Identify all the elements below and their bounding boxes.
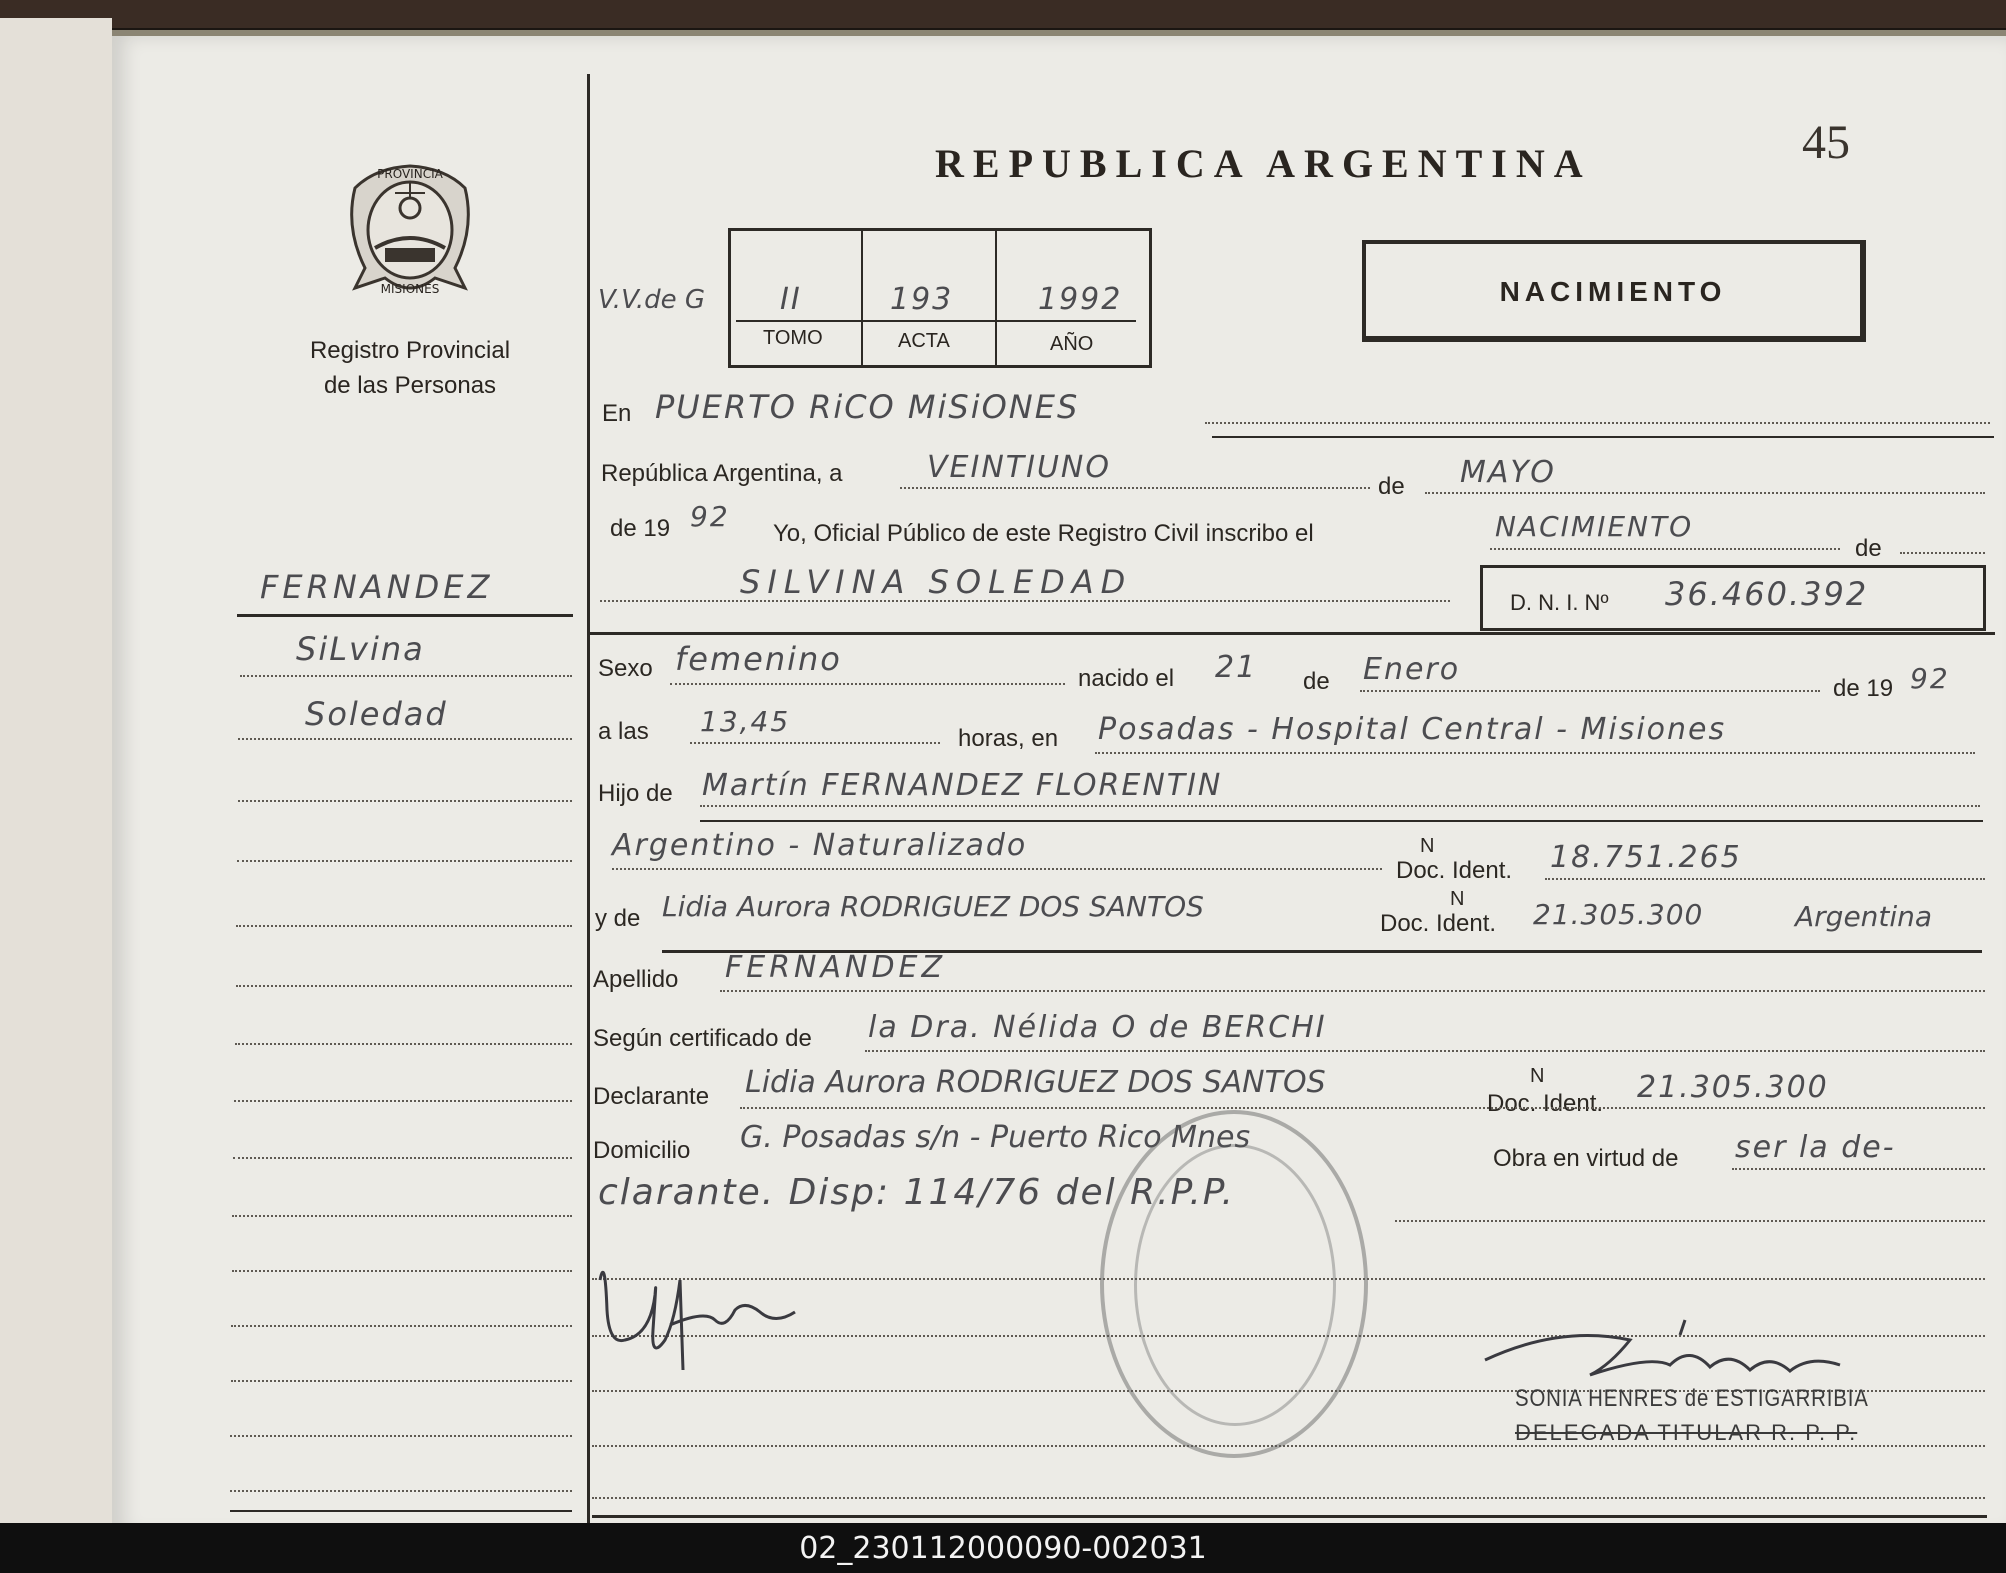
year-suffix: 92 (690, 500, 730, 533)
dotted-line (865, 1050, 1985, 1052)
previous-page-edge (0, 18, 112, 1528)
record-type: NACIMIENTO (1499, 276, 1727, 307)
anio-label: AÑO (1050, 333, 1094, 355)
dotted-line (592, 1497, 1985, 1499)
margin-dotted-line (236, 985, 572, 987)
tomo-label: TOMO (763, 327, 823, 349)
margin-dotted-line (233, 1157, 572, 1159)
official-signature (1480, 1315, 1860, 1395)
horas-label: horas, en (958, 725, 1059, 752)
register-divider (861, 231, 863, 365)
month-value: MAYO (1460, 455, 1556, 490)
anio-value: 1992 (1038, 282, 1123, 317)
dotted-line (1545, 878, 1985, 880)
dotted-line (1395, 1220, 1985, 1222)
certificado-value: la Dra. Nélida O de BERCHI (868, 1010, 1327, 1045)
form-rule (700, 820, 1983, 822)
father-name: Martín FERNANDEZ FLORENTIN (702, 768, 1223, 803)
father-nationality: Argentino - Naturalizado (612, 828, 1028, 863)
margin-dotted-line (230, 1435, 572, 1437)
birth-month: Enero (1363, 652, 1461, 687)
mother-doc-n: N (1450, 888, 1465, 910)
margin-second-name: Soledad (305, 695, 448, 733)
margin-bottom-rule (230, 1510, 572, 1512)
child-name: SILVINA SOLEDAD (740, 563, 1133, 601)
page-number: 45 (1802, 116, 1850, 169)
margin-dotted-line (231, 1380, 572, 1382)
registry-name (275, 333, 545, 403)
hijo-label: Hijo de (598, 780, 673, 807)
yde-label: y de (595, 905, 641, 932)
apellido-value: FERNANDEZ (725, 950, 947, 985)
margin-dotted-line (232, 1215, 572, 1217)
official-name: SONIA HENRES de ESTIGARRIBIA (1515, 1385, 1869, 1412)
seal-top-text: PROVINCIA (377, 167, 443, 181)
margin-dotted-line (234, 1100, 572, 1102)
dotted-line (690, 742, 940, 744)
official-stamp-icon (1100, 1110, 1368, 1458)
dotted-line (612, 868, 1382, 870)
dotted-line (1900, 552, 1985, 554)
province-seal-icon (335, 148, 485, 306)
seal-bottom-text: MISIONES (380, 282, 440, 296)
sexo-label: Sexo (598, 655, 653, 682)
dotted-line (600, 600, 1450, 602)
domicilio-value: G. Posadas s/n - Puerto Rico Mnes (740, 1120, 1251, 1155)
margin-surname: FERNANDEZ (260, 568, 494, 606)
declarante-doc-n: N (1530, 1065, 1545, 1087)
footer-bar (0, 1523, 2006, 1573)
margin-first-name: SiLvina (296, 630, 425, 668)
birth-de19-label: de 19 (1833, 675, 1894, 702)
father-doc-n: N (1420, 835, 1435, 857)
margin-divider (587, 74, 590, 1524)
dotted-line (700, 805, 1980, 807)
dotted-line (740, 1107, 1985, 1109)
margin-dotted-line (232, 1270, 572, 1272)
declarante-doc: 21.305.300 (1637, 1070, 1829, 1105)
acta-value: 193 (890, 282, 954, 317)
form-rule (1212, 436, 1994, 438)
book-top-edge (0, 0, 2006, 28)
margin-note: V.V.de G (598, 285, 706, 315)
certificado-label: Según certificado de (593, 1025, 812, 1052)
dotted-line (1490, 548, 1840, 550)
de-label-3: de (1303, 668, 1330, 695)
record-type-box (1362, 240, 1866, 342)
yo-text: Yo, Oficial Público de este Registro Civil inscribo el (773, 520, 1314, 547)
dni-label: D. N. I. Nº (1510, 590, 1609, 615)
mother-nationality: Argentina (1795, 900, 1933, 933)
mother-doc-label: Doc. Ident. (1380, 910, 1497, 937)
de-label: de (1378, 473, 1405, 500)
obra-value: ser la de- (1735, 1130, 1896, 1165)
dotted-line (1205, 422, 1990, 424)
time-value: 13,45 (700, 705, 791, 738)
declarante-label: Declarante (593, 1083, 710, 1110)
dotted-line (720, 990, 1985, 992)
register-divider (995, 231, 997, 365)
domicilio-label: Domicilio (593, 1137, 691, 1164)
birth-day: 21 (1215, 650, 1258, 685)
margin-dotted-line (230, 1490, 572, 1492)
margin-rule (237, 614, 573, 617)
dotted-line (1425, 492, 1985, 494)
margin-dotted-line (238, 738, 572, 740)
country-title: REPUBLICA ARGENTINA (935, 141, 1592, 186)
form-rule (590, 632, 1995, 635)
form-bottom-rule (592, 1515, 1987, 1518)
register-rule (736, 320, 1136, 322)
dni-value: 36.460.392 (1665, 575, 1869, 613)
obra-continuation: clarante. Disp: 114/76 del R.P.P. (598, 1172, 1235, 1213)
margin-dotted-line (235, 1043, 572, 1045)
declarant-signature (595, 1250, 805, 1380)
image-id: 02_230112000090-002031 (799, 1531, 1207, 1566)
official-title: DELEGADA TITULAR R. P. P. (1515, 1420, 1858, 1445)
place-value: PUERTO RiCO MiSiONES (655, 388, 1080, 426)
a-las-label: a las (598, 718, 649, 745)
father-doc-label: Doc. Ident. (1396, 857, 1513, 884)
margin-dotted-line (237, 860, 572, 862)
de-label-2: de (1855, 535, 1882, 562)
mother-name: Lidia Aurora RODRIGUEZ DOS SANTOS (662, 890, 1204, 923)
dotted-line (1732, 1168, 1985, 1170)
declarante-value: Lidia Aurora RODRIGUEZ DOS SANTOS (745, 1065, 1326, 1100)
de19-label: de 19 (610, 515, 671, 542)
acta-label: ACTA (898, 330, 950, 352)
birth-place: Posadas - Hospital Central - Misiones (1098, 712, 1727, 747)
margin-dotted-line (240, 675, 572, 677)
republica-label: República Argentina, a (601, 460, 843, 487)
registry-line-1: Registro Provincial (309, 337, 511, 364)
registry-line-2: de las Personas (323, 372, 497, 399)
nacido-label: nacido el (1078, 665, 1175, 692)
act-value: NACIMIENTO (1495, 510, 1694, 543)
declarante-doc-label: Doc. Ident. (1487, 1090, 1604, 1117)
mother-doc: 21.305.300 (1533, 898, 1704, 931)
sexo-value: femenino (675, 640, 842, 678)
tomo-value: II (780, 282, 802, 317)
dotted-line (1360, 690, 1820, 692)
dotted-line (670, 683, 1065, 685)
obra-label: Obra en virtud de (1493, 1145, 1679, 1172)
day-written: VEINTIUNO (927, 450, 1111, 485)
father-doc: 18.751.265 (1550, 840, 1742, 875)
margin-dotted-line (231, 1325, 572, 1327)
dotted-line (900, 487, 1370, 489)
en-label: En (602, 400, 632, 427)
birth-year-suffix: 92 (1910, 662, 1950, 695)
margin-dotted-line (238, 800, 572, 802)
dotted-line (1095, 752, 1975, 754)
apellido-label: Apellido (593, 966, 679, 993)
margin-dotted-line (236, 925, 572, 927)
